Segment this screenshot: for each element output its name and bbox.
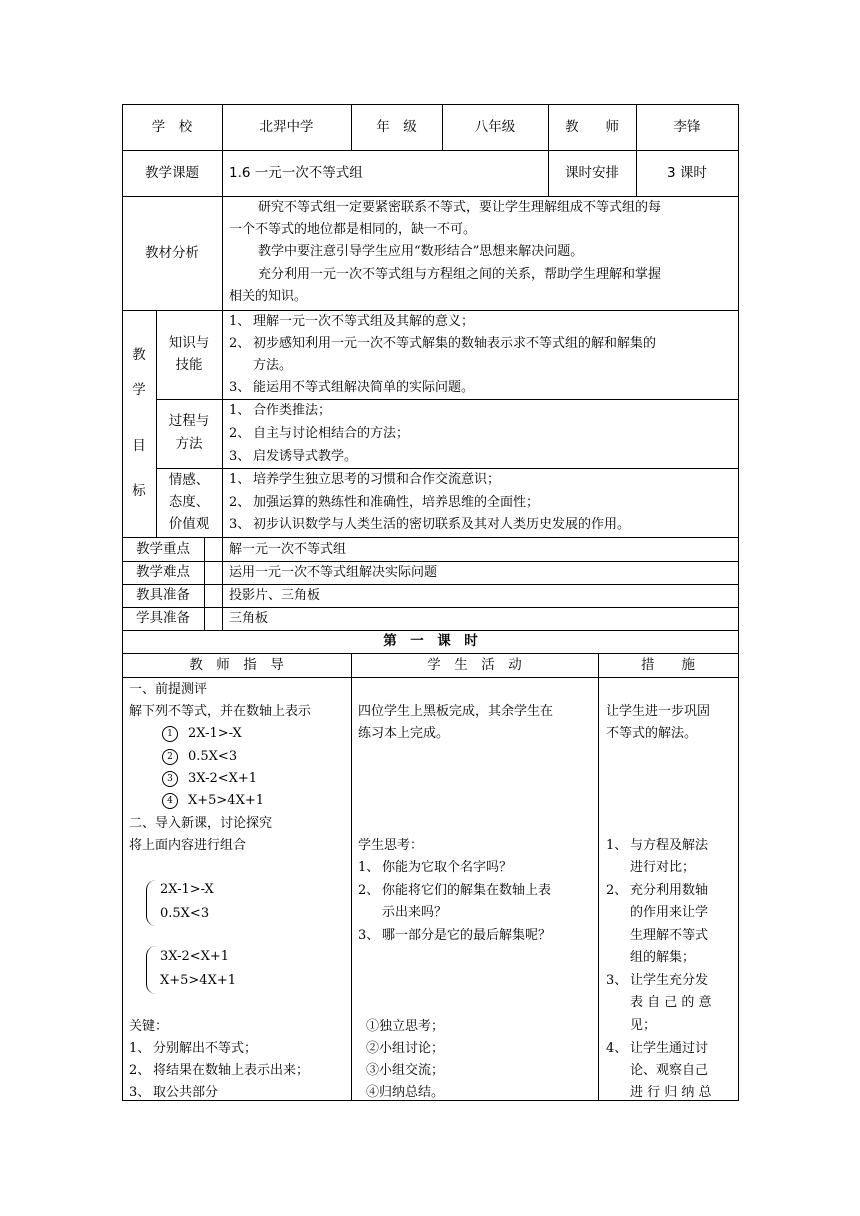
emotion-item: 1、 培养学生独立思考的习惯和合作交流意识；	[229, 472, 501, 487]
process-label: 过程与	[168, 413, 210, 429]
school-value: 北羿中学	[259, 119, 314, 135]
measure-item-line: 进 行 归 纳 总	[630, 1085, 712, 1100]
topic-label: 教学课题	[145, 165, 199, 181]
emotion-label: 态度、	[168, 494, 210, 510]
col-teacher-header: 教 师 指 导	[189, 657, 284, 673]
hours-label: 课时安排	[565, 165, 619, 181]
think-title: 学生思考：	[358, 838, 424, 853]
rule	[122, 104, 739, 105]
rule	[351, 653, 352, 1100]
question-item: 3、 哪一部分是它的最后解集呢？	[358, 928, 552, 943]
system-line: 3X-2<X+1	[160, 949, 230, 964]
question-item: 2、 你能将它们的解集在数轴上表	[358, 883, 552, 898]
measure-text: 不等式的解法。	[606, 726, 698, 741]
objectives-label-char: 学	[132, 382, 146, 398]
system-line: 2X-1>-X	[160, 882, 214, 897]
step-item: ④归纳总结。	[366, 1085, 445, 1100]
measure-item-line: 表 自 己 的 意	[630, 995, 712, 1010]
inequality-item: 4 X+5>4X+1	[162, 790, 264, 811]
measure-item-line: 论、观察自己	[630, 1063, 709, 1078]
question-item: 示出来吗？	[382, 905, 448, 920]
lesson-title: 第 一 课 时	[383, 633, 478, 649]
student-activity: 练习本上完成。	[358, 726, 450, 741]
circled-number: 1	[162, 726, 178, 742]
measure-item: 1、 与方程及解法	[606, 838, 709, 853]
emotion-label: 价值观	[168, 516, 210, 532]
measure-item-line: 进行对比；	[630, 860, 696, 875]
difficulty-label: 教学难点	[136, 564, 190, 580]
teacher-prep-value: 投影片、三角板	[229, 588, 321, 603]
process-label: 方法	[175, 436, 203, 452]
system-line: 0.5X<3	[160, 906, 210, 921]
inequality-item: 3 3X-2<X+1	[162, 768, 257, 789]
col-measure-header: 措 施	[641, 657, 695, 673]
rule	[122, 677, 739, 678]
teacher-label: 教 师	[565, 119, 619, 135]
objectives-label-char: 目	[132, 438, 146, 454]
rule	[122, 653, 739, 654]
rule	[222, 196, 223, 630]
knowledge-label: 技能	[175, 357, 203, 373]
emotion-label: 情感、	[168, 472, 210, 488]
system-line: X+5>4X+1	[160, 973, 237, 988]
school-label: 学 校	[151, 119, 193, 135]
rule	[598, 653, 599, 1100]
circled-number: 3	[162, 771, 178, 787]
col-student-header: 学 生 活 动	[427, 657, 522, 673]
section-task: 将上面内容进行组合	[129, 838, 247, 853]
key-item: 3、 取公共部分	[129, 1085, 219, 1100]
analysis-line: 一个不等式的地位都是相同的，缺一不可。	[229, 222, 477, 237]
measure-item-line: 生理解不等式	[630, 928, 709, 943]
topic-value: 1.6 一元一次不等式组	[229, 165, 363, 181]
objectives-label-char: 教	[132, 347, 146, 363]
analysis-line: 教学中要注意引导学生应用“数形结合”思想来解决问题。	[258, 244, 584, 259]
rule	[204, 537, 205, 630]
teacher-value: 李锋	[673, 119, 701, 135]
process-item: 2、 自主与讨论相结合的方法；	[229, 426, 410, 441]
emotion-item: 2、 加强运算的熟练性和准确性，培养思维的全面性；	[229, 495, 540, 510]
rule	[738, 104, 739, 1100]
rule	[122, 537, 739, 538]
measure-item-line: 组的解集；	[630, 950, 696, 965]
section-title: 二、导入新课，讨论探究	[129, 816, 273, 831]
analysis-label: 教材分析	[145, 245, 199, 261]
measure-item-line: 见；	[630, 1018, 657, 1033]
emotion-item: 3、 初步认识数学与人类生活的密切联系及其对人类历史发展的作用。	[229, 517, 631, 532]
measure-text: 让学生进一步巩固	[606, 704, 711, 719]
knowledge-item: 2、 初步感知利用一元一次不等式解集的数轴表示求不等式组的解和解集的	[229, 336, 657, 351]
section-task: 解下列不等式，并在数轴上表示	[129, 704, 312, 719]
knowledge-item: 1、 理解一元一次不等式组及其解的意义；	[229, 314, 475, 329]
analysis-line: 研究不等式组一定要紧密联系不等式，要让学生理解组成不等式组的每	[258, 200, 662, 215]
process-item: 3、 启发诱导式教学。	[229, 449, 358, 464]
key-item: 1、 分别解出不等式；	[129, 1041, 258, 1056]
measure-item: 2、 充分利用数轴	[606, 883, 709, 898]
grade-label: 年 级	[376, 119, 417, 135]
rule	[122, 150, 739, 151]
teacher-prep-label: 教具准备	[136, 587, 190, 603]
circled-number: 2	[162, 749, 178, 765]
hours-value: 3 课时	[667, 165, 707, 181]
process-item: 1、 合作类推法；	[229, 403, 332, 418]
grade-value: 八年级	[474, 119, 516, 135]
knowledge-item: 3、 能运用不等式组解决简单的实际问题。	[229, 380, 475, 395]
question-item: 1、 你能为它取个名字吗？	[358, 860, 513, 875]
key-point-value: 解一元一次不等式组	[229, 542, 347, 557]
step-item: ①独立思考；	[366, 1019, 445, 1034]
analysis-line: 充分利用一元一次不等式组与方程组之间的关系，帮助学生理解和掌握	[258, 267, 662, 282]
circled-number: 4	[162, 793, 178, 809]
measure-item: 4、 让学生通过讨	[606, 1041, 709, 1056]
step-item: ③小组交流；	[366, 1063, 445, 1078]
inequality-item: 2 0.5X<3	[162, 746, 237, 767]
step-item: ②小组讨论；	[366, 1041, 445, 1056]
student-prep-value: 三角板	[229, 611, 269, 626]
inequality-item: 1 2X-1>-X	[162, 723, 242, 744]
rule	[122, 584, 739, 585]
measure-item: 3、 让学生充分发	[606, 973, 709, 988]
measure-item-line: 的作用来让学	[630, 905, 709, 920]
key-item: 2、 将结果在数轴上表示出来；	[129, 1063, 310, 1078]
section-title: 一、前提测评	[129, 682, 208, 697]
student-prep-label: 学具准备	[136, 610, 190, 626]
brace-icon	[146, 946, 157, 994]
key-point-label: 教学重点	[136, 541, 190, 557]
key-title: 关键：	[129, 1019, 169, 1034]
knowledge-label: 知识与	[168, 335, 210, 351]
rule	[122, 607, 739, 608]
knowledge-item: 方法。	[253, 358, 293, 373]
difficulty-value: 运用一元一次不等式组解决实际问题	[229, 565, 438, 580]
student-activity: 四位学生上黑板完成，其余学生在	[358, 704, 554, 719]
analysis-line: 相关的知识。	[229, 289, 308, 304]
objectives-label-char: 标	[132, 483, 146, 499]
brace-icon	[146, 880, 157, 926]
